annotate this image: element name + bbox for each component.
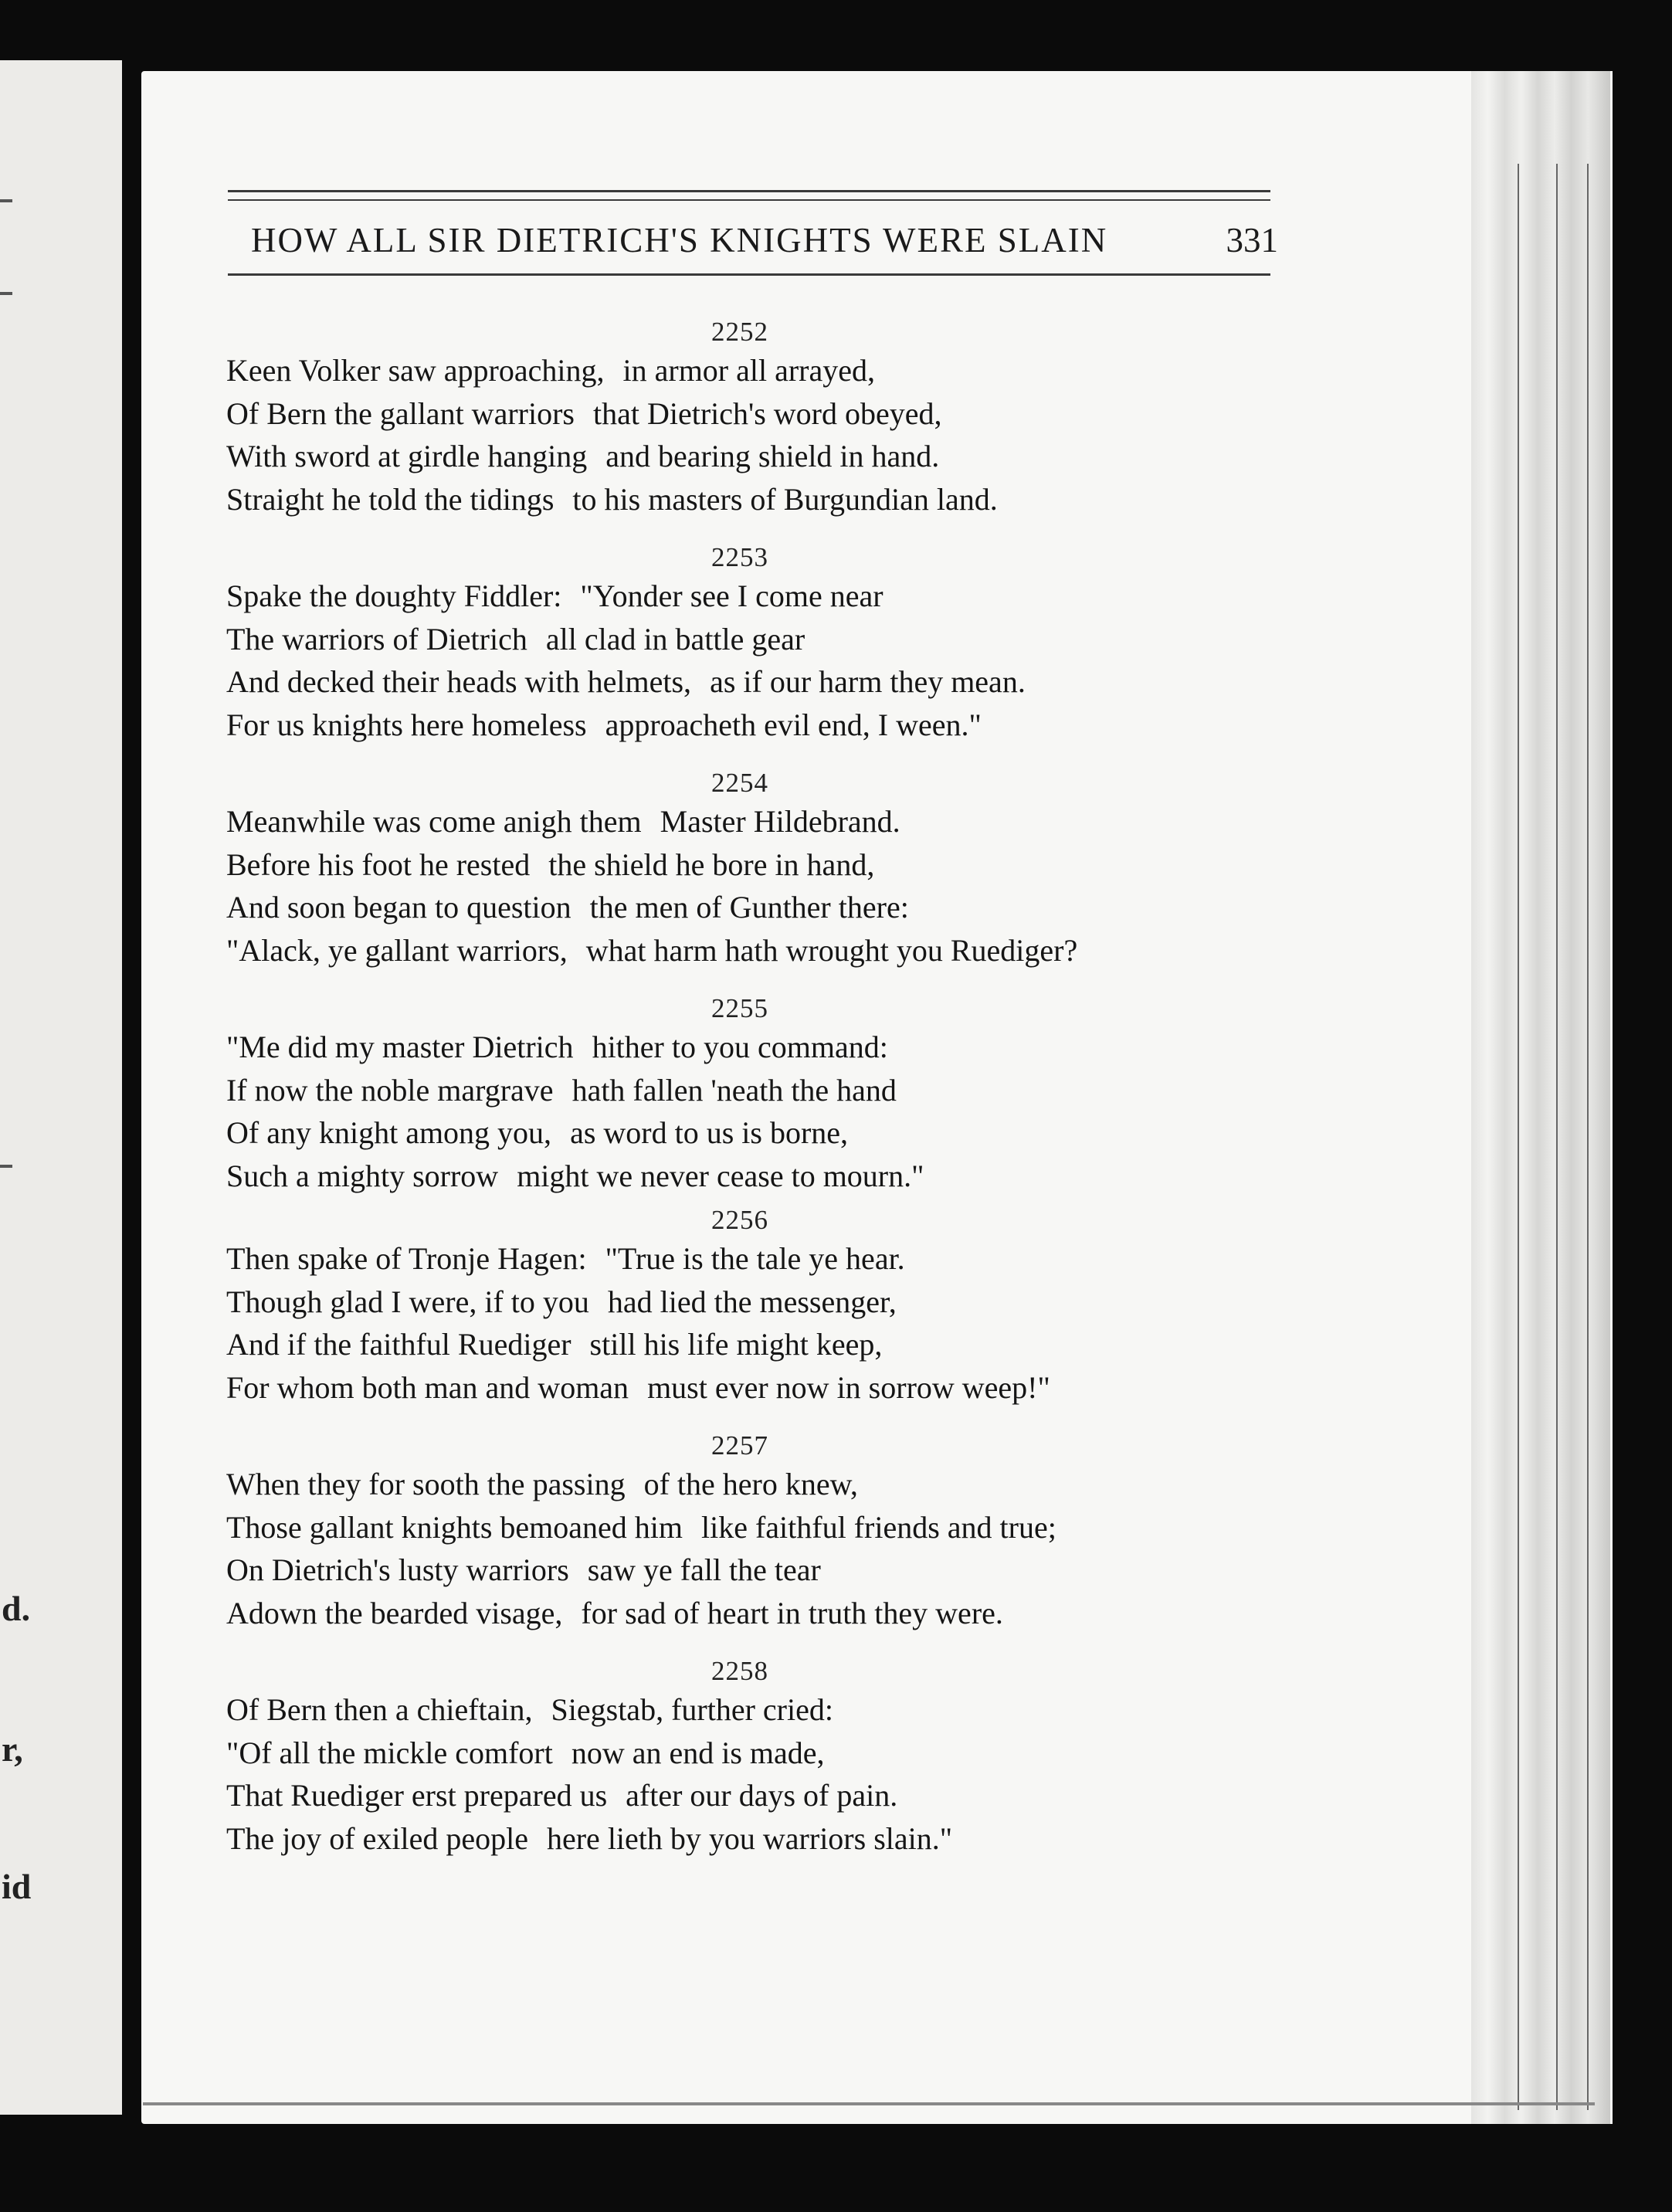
- verse-line: For whom both man and woman must ever now in sorrow weep!": [226, 1369, 1050, 1405]
- page-bottom-edge: [143, 2102, 1595, 2105]
- stanza-number: 2257: [711, 1430, 768, 1461]
- left-page-fragment: id: [2, 1867, 32, 1906]
- left-page-fragment: d.: [2, 1589, 31, 1628]
- stanza-2257: [226, 1430, 1253, 1634]
- verse-line: The warriors of Dietrich all clad in battle gear: [226, 621, 805, 656]
- verse-line: Then spake of Tronje Hagen: "True is the tale ye hear.: [226, 1241, 905, 1276]
- verse-line: With sword at girdle hanging and bearing shield in hand.: [226, 439, 940, 473]
- stanza-2256: [226, 1205, 1253, 1409]
- left-page-mark: [0, 1165, 12, 1168]
- verse-line: Of Bern then a chieftain, Siegstab, further cried:: [226, 1692, 833, 1727]
- verse-line: "Of all the mickle comfort now an end is made,: [226, 1735, 825, 1770]
- verse-line: And soon began to question the men of Gunther there:: [226, 890, 909, 924]
- left-page-mark: [0, 199, 12, 202]
- left-page-edge: [0, 60, 122, 2115]
- page-number: 331: [1226, 221, 1278, 260]
- verse-line: Of any knight among you, as word to us is borne,: [226, 1115, 849, 1150]
- verse-line: "Me did my master Dietrich hither to you command:: [226, 1030, 888, 1064]
- left-page-fragment: r,: [2, 1729, 23, 1769]
- stanza-2253: [226, 542, 1253, 746]
- stanza-number: 2255: [711, 993, 768, 1023]
- page-edges: [1471, 71, 1610, 2124]
- verse-line: "Alack, ye gallant warriors, what harm hath wrought you Ruediger?: [226, 932, 1078, 968]
- verse-line: Before his foot he rested the shield he bore in hand,: [226, 846, 875, 882]
- verse-line: The joy of exiled people here lieth by you warriors slain.": [226, 1820, 953, 1856]
- verse-line: Adown the bearded visage, for sad of heart in truth they were.: [226, 1595, 1003, 1630]
- verse-line: Keen Volker saw approaching, in armor all arrayed,: [226, 353, 876, 388]
- header-rule-bottom: [228, 273, 1270, 276]
- verse-line: And decked their heads with helmets, as if our harm they mean.: [226, 664, 1026, 699]
- verse-line: And if the faithful Ruediger still his life might keep,: [226, 1327, 883, 1362]
- verse-line: If now the noble margrave hath fallen 'neath the hand: [226, 1072, 897, 1108]
- verse-line: On Dietrich's lusty warriors saw ye fall the tear: [226, 1552, 821, 1587]
- verse-line: Of Bern the gallant warriors that Dietrich's word obeyed,: [226, 395, 942, 431]
- stanza-2252: [226, 317, 1253, 521]
- verse-line: That Ruediger erst prepared us after our days of pain.: [226, 1778, 898, 1813]
- chapter-title: HOW ALL SIR DIETRICH'S KNIGHTS WERE SLAIN: [251, 221, 1108, 260]
- verse-line: Meanwhile was come anigh them Master Hildebrand.: [226, 804, 900, 839]
- stanza-2258: [226, 1656, 1253, 1860]
- running-header: [251, 220, 1278, 260]
- stanza-number: 2258: [711, 1656, 768, 1686]
- verse-line: Such a mighty sorrow might we never cease to mourn.": [226, 1158, 924, 1193]
- stanza-number: 2252: [711, 317, 768, 347]
- verse-line: When they for sooth the passing of the hero knew,: [226, 1467, 858, 1501]
- stanza-2254: [226, 768, 1253, 972]
- left-page-mark: [0, 292, 12, 295]
- verse-line: For us knights here homeless approacheth evil end, I ween.": [226, 707, 982, 742]
- header-rule-top: [228, 190, 1270, 192]
- stanza-number: 2253: [711, 542, 768, 572]
- stanza-number: 2254: [711, 768, 768, 798]
- header-rule-top-thin: [228, 199, 1270, 201]
- stanza-number: 2256: [711, 1205, 768, 1235]
- stanza-2255: [226, 993, 1253, 1197]
- verse-line: Those gallant knights bemoaned him like faithful friends and true;: [226, 1509, 1056, 1545]
- verse-line: Though glad I were, if to you had lied the messenger,: [226, 1284, 897, 1319]
- verse-line: Straight he told the tidings to his masters of Burgundian land.: [226, 481, 998, 517]
- verse-line: Spake the doughty Fiddler: "Yonder see I come near: [226, 578, 883, 613]
